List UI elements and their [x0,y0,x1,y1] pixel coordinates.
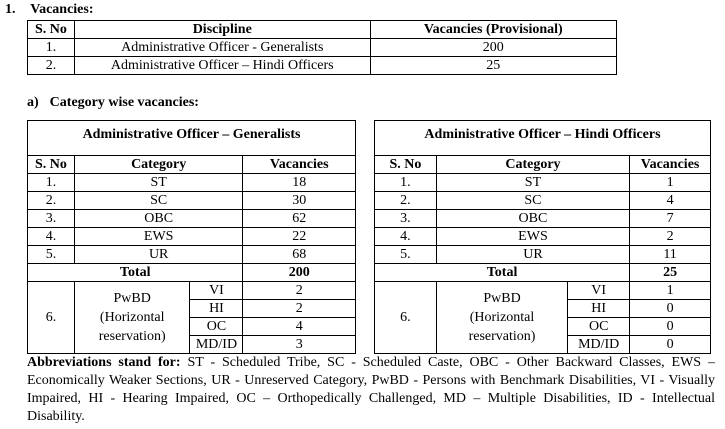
pwbd-subcategory: MD/ID [190,336,243,354]
pwbd-label-line: PwBD [113,291,151,306]
table-row [28,246,356,264]
table-row [375,174,711,192]
cell-sno: 4. [375,228,437,246]
subsection-heading [27,95,199,111]
cell-discipline: Administrative Officer – Hindi Officers [74,57,370,75]
pwbd-label-line: reservation) [98,329,166,344]
header-sno: S. No [28,156,75,174]
vacancies-table [27,20,617,75]
cell-sno: 1. [28,174,75,192]
cell-category: EWS [74,228,243,246]
cell-category: ST [436,174,629,192]
cell-category: ST [74,174,243,192]
table-row [28,210,356,228]
cell-sno: 5. [375,246,437,264]
cell-vacancies: 7 [630,210,711,228]
header-category: Category [436,156,629,174]
cell-category: UR [74,246,243,264]
cell-category: OBC [74,210,243,228]
cell-sno: 5. [28,246,75,264]
cell-vacancies: 25 [370,57,616,75]
header-sno: S. No [28,21,75,39]
pwbd-value: 0 [630,300,711,318]
generalists-title: Administrative Officer – Generalists [28,121,356,150]
generalists-table [27,120,356,354]
section-heading [5,2,94,18]
pwbd-row [375,282,711,300]
subsection-title: Category wise vacancies: [49,95,199,110]
header-vacancies: Vacancies [630,156,711,174]
cell-vacancies: 4 [630,192,711,210]
hindi-table [374,120,711,354]
pwbd-value: 2 [243,282,356,300]
pwbd-subcategory: MD/ID [568,336,630,354]
pwbd-label-line: (Horizontal [469,310,535,325]
cell-sno: 1. [28,39,75,57]
pwbd-subcategory: HI [568,300,630,318]
total-row [28,264,356,282]
section-title: Vacancies: [30,2,94,17]
pwbd-subcategory: OC [568,318,630,336]
total-label: Total [28,264,243,282]
cell-category: SC [74,192,243,210]
header-discipline: Discipline [74,21,370,39]
cell-vacancies: 22 [243,228,356,246]
cell-sno: 1. [375,174,437,192]
cell-sno: 4. [28,228,75,246]
cell-vacancies: 11 [630,246,711,264]
total-value: 25 [630,264,711,282]
pwbd-row [28,282,356,300]
table-row [28,228,356,246]
header-vacancies: Vacancies (Provisional) [370,21,616,39]
table-row [375,192,711,210]
vacancies-table-header [28,21,617,39]
abbreviations-note [27,354,715,426]
cell-sno: 2. [28,57,75,75]
pwbd-sno: 6. [28,282,75,354]
cell-vacancies: 200 [370,39,616,57]
hindi-header [375,156,711,174]
pwbd-label-line: reservation) [468,329,536,344]
subsection-label: a) [27,95,39,110]
pwbd-value: 3 [243,336,356,354]
cell-category: OBC [436,210,629,228]
cell-vacancies: 18 [243,174,356,192]
total-row [375,264,711,282]
cell-discipline: Administrative Officer - Generalists [74,39,370,57]
pwbd-sno: 6. [375,282,437,354]
pwbd-label [436,282,567,354]
cell-vacancies: 2 [630,228,711,246]
cell-sno: 2. [375,192,437,210]
pwbd-label [74,282,190,354]
pwbd-value: 0 [630,318,711,336]
header-category: Category [74,156,243,174]
pwbd-label-line: PwBD [483,291,521,306]
table-row [375,228,711,246]
pwbd-subcategory: VI [568,282,630,300]
pwbd-value: 0 [630,336,711,354]
total-value: 200 [243,264,356,282]
pwbd-subcategory: OC [190,318,243,336]
table-row [375,210,711,228]
pwbd-value: 1 [630,282,711,300]
total-label: Total [375,264,630,282]
table-row [28,57,617,75]
pwbd-subcategory: HI [190,300,243,318]
table-row [28,192,356,210]
section-number: 1. [5,2,16,17]
pwbd-value: 2 [243,300,356,318]
generalists-header [28,156,356,174]
cell-category: UR [436,246,629,264]
cell-sno: 3. [375,210,437,228]
pwbd-label-line: (Horizontal [99,310,165,325]
cell-sno: 2. [28,192,75,210]
pwbd-value: 4 [243,318,356,336]
table-row [28,174,356,192]
header-sno: S. No [375,156,437,174]
pwbd-subcategory: VI [190,282,243,300]
abbreviations-label: Abbreviations stand for: [27,355,181,370]
header-vacancies: Vacancies [243,156,356,174]
cell-category: EWS [436,228,629,246]
cell-category: SC [436,192,629,210]
cell-vacancies: 68 [243,246,356,264]
hindi-title: Administrative Officer – Hindi Officers [375,121,711,150]
cell-vacancies: 1 [630,174,711,192]
cell-sno: 3. [28,210,75,228]
table-row [375,246,711,264]
cell-vacancies: 30 [243,192,356,210]
cell-vacancies: 62 [243,210,356,228]
abbreviations-text: ST - Scheduled Tribe, SC - Scheduled Caste, OBC - Other Backward Classes, EWS – Economically Weaker Sections, UR - Unreserved Category, PwBD - Persons with Benchmark Disabilities, VI - Visually Impaired, HI - Hearing Impaired, OC – Orthopedically Challenged, MD – Multiple Disabilities, ID - Intellectual Disability. [27,355,715,424]
table-row [28,39,617,57]
